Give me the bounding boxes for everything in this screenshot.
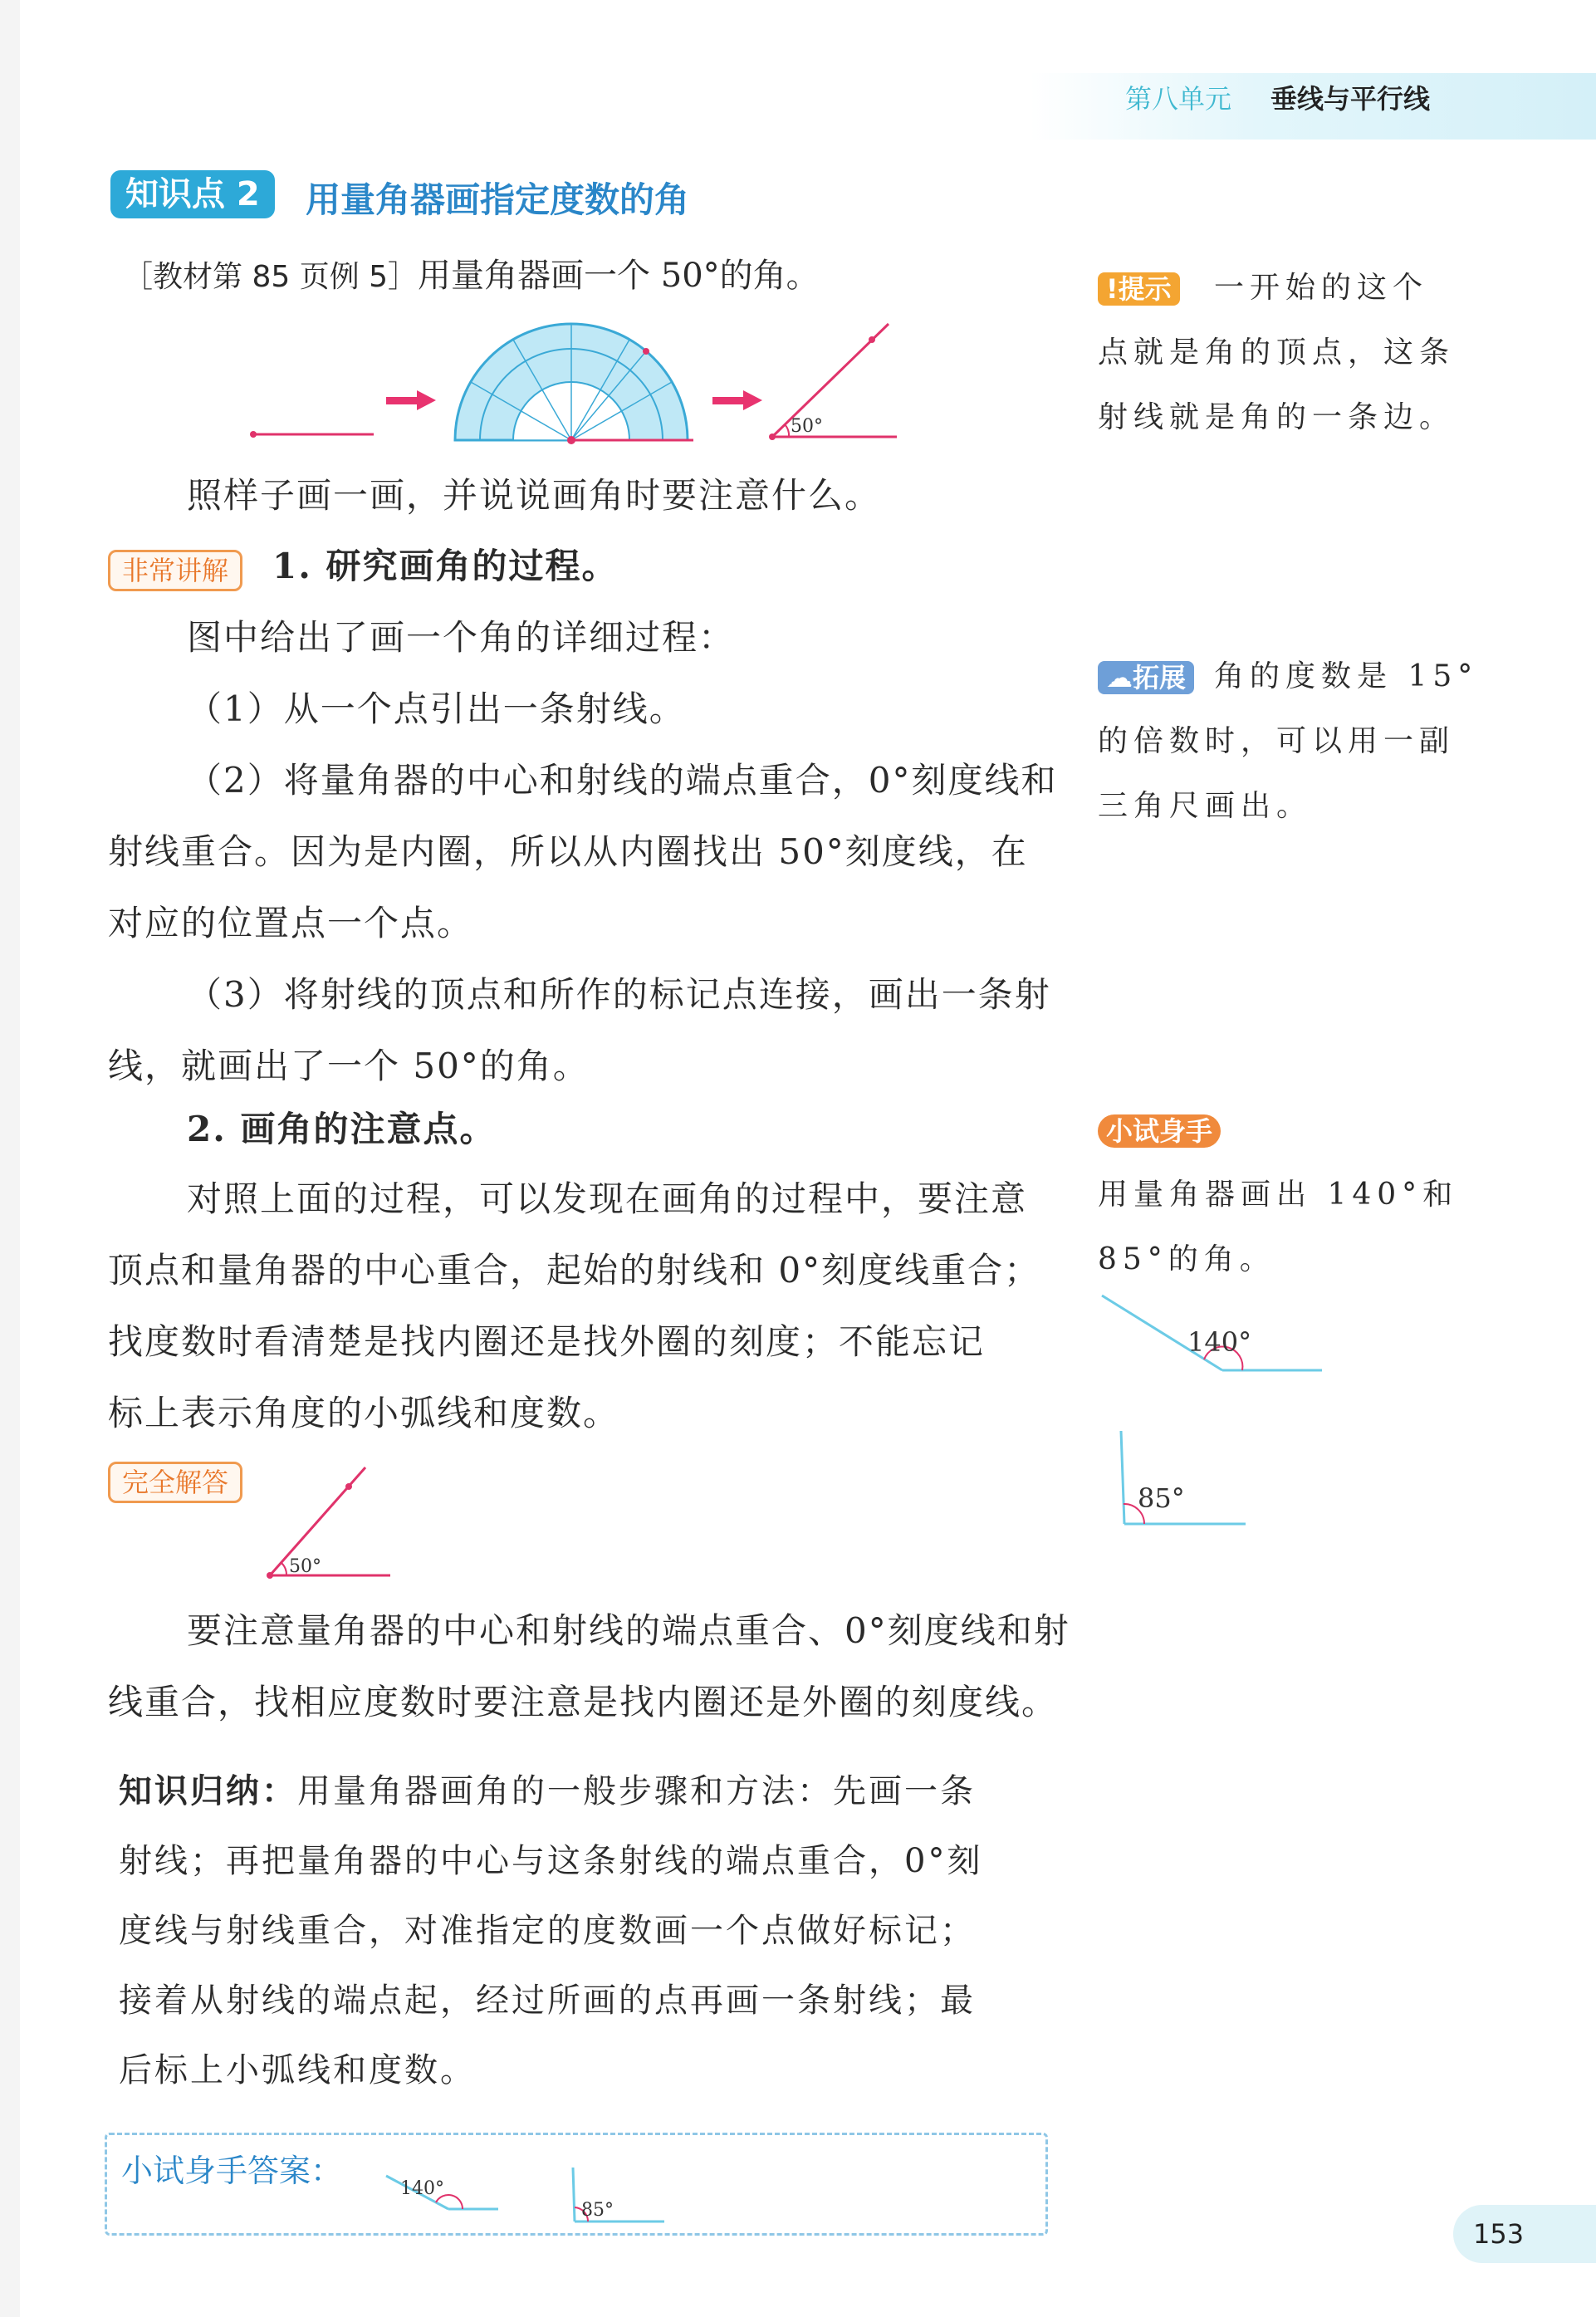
lecture-step2-b: 射线重合。因为是内圈，所以从内圈找出 50°刻度线，在 bbox=[108, 831, 1028, 872]
summary-line3: 度线与射线重合，对准指定的度数画一个点做好标记； bbox=[119, 1912, 976, 1950]
extension-icon: ☁ bbox=[1106, 662, 1133, 693]
tip-line3: 射线就是角的一条边。 bbox=[1098, 400, 1456, 434]
knowledge-summary bbox=[119, 1756, 1057, 2105]
extension-tag-label: 拓展 bbox=[1133, 662, 1187, 693]
example-text: 用量角器画一个 50°的角。 bbox=[418, 257, 820, 295]
tip-line1: 一开始的这个 bbox=[1214, 271, 1429, 305]
knowledge-point-tag: 知识点 2 bbox=[110, 170, 275, 218]
lecture-step1: （1）从一个点引出一条射线。 bbox=[187, 688, 686, 729]
lecture-intro: 图中给出了画一个角的详细过程： bbox=[187, 617, 736, 658]
summary-line4: 接着从射线的端点起，经过所画的点再画一条射线；最 bbox=[119, 1981, 976, 2020]
answer-angle-85: 85° bbox=[581, 2200, 614, 2221]
solution-tag: 完全解答 bbox=[108, 1462, 242, 1503]
page-number: 153 bbox=[1453, 2205, 1596, 2263]
arrow-right-icon bbox=[386, 390, 436, 410]
header-title: 垂线与平行线 bbox=[1270, 83, 1431, 115]
extension-line3: 三角尺画出。 bbox=[1098, 789, 1313, 823]
lecture-note-d: 标上表示角度的小弧线和度数。 bbox=[108, 1393, 620, 1433]
lecture-tag: 非常讲解 bbox=[108, 550, 242, 591]
try-line1: 用量角器画出 140°和 bbox=[1098, 1178, 1459, 1212]
summary-line1: 用量角器画角的一般步骤和方法：先画一条 bbox=[297, 1772, 976, 1810]
lecture-heading-1: 1. 研究画角的过程。 bbox=[272, 546, 619, 586]
extension-tag bbox=[1098, 661, 1194, 694]
try-tag: 小试身手 bbox=[1098, 1114, 1221, 1148]
protractor-icon bbox=[455, 324, 693, 444]
lecture-heading-2: 2. 画角的注意点。 bbox=[187, 1109, 497, 1149]
lecture-step3-a: （3）将射线的顶点和所作的标记点连接，画出一条射 bbox=[187, 974, 1051, 1015]
figure-angle-label: 50° bbox=[791, 416, 823, 437]
answer-angles-figure bbox=[357, 2159, 673, 2226]
extension-line2: 的倍数时，可以用一副 bbox=[1098, 724, 1456, 758]
example-line bbox=[123, 249, 820, 296]
solution-angle-label: 50° bbox=[289, 1556, 321, 1577]
lecture-note-b: 顶点和量角器的中心重合，起始的射线和 0°刻度线重合； bbox=[108, 1250, 1041, 1291]
textbook-reference: ［教材第 85 页例 5］ bbox=[123, 260, 419, 294]
try-line2: 85°的角。 bbox=[1098, 1242, 1275, 1276]
drawing-steps-figure bbox=[241, 316, 922, 457]
step1-endpoint bbox=[250, 431, 257, 438]
header-unit: 第八单元 bbox=[1125, 83, 1232, 115]
summary-line2: 射线；再把量角器的中心与这条射线的端点重合，0°刻 bbox=[119, 1842, 983, 1880]
lecture-note-a: 对照上面的过程，可以发现在画角的过程中，要注意 bbox=[187, 1178, 1028, 1219]
answer-label: 小试身手答案： bbox=[121, 2153, 343, 2189]
try-angle-85-figure bbox=[1113, 1424, 1345, 1532]
try-angle-85-label: 85° bbox=[1138, 1482, 1185, 1514]
solution-text-b: 线重合，找相应度数时要注意是找内圈还是外圈的刻度线。 bbox=[108, 1682, 1059, 1722]
instruction-text: 照样子画一画，并说说画角时要注意什么。 bbox=[187, 475, 882, 516]
try-angle-140-label: 140° bbox=[1187, 1326, 1252, 1358]
result-angle-50 bbox=[769, 324, 897, 440]
summary-lead: 知识归纳： bbox=[119, 1772, 297, 1810]
section-title: 用量角器画指定度数的角 bbox=[306, 179, 690, 220]
extension-line1: 角的度数是 15° bbox=[1214, 659, 1479, 693]
tip-tag: !提示 bbox=[1098, 272, 1180, 306]
answer-angle-140: 140° bbox=[400, 2178, 444, 2199]
solution-angle-figure bbox=[257, 1457, 399, 1582]
arrow-right-icon bbox=[712, 390, 762, 410]
try-angle-140-figure bbox=[1098, 1291, 1347, 1383]
lecture-step2-c: 对应的位置点一个点。 bbox=[108, 903, 474, 943]
tip-line2: 点就是角的顶点，这条 bbox=[1098, 336, 1456, 370]
solution-text-a: 要注意量角器的中心和射线的端点重合、0°刻度线和射 bbox=[187, 1610, 1070, 1651]
summary-line5: 后标上小弧线和度数。 bbox=[119, 2051, 476, 2089]
lecture-step2-a: （2）将量角器的中心和射线的端点重合，0°刻度线和 bbox=[187, 760, 1058, 801]
page-edge-shadow bbox=[0, 0, 20, 2317]
lecture-step3-b: 线，就画出了一个 50°的角。 bbox=[108, 1046, 590, 1086]
lecture-note-c: 找度数时看清楚是找内圈还是找外圈的刻度；不能忘记 bbox=[108, 1321, 986, 1362]
